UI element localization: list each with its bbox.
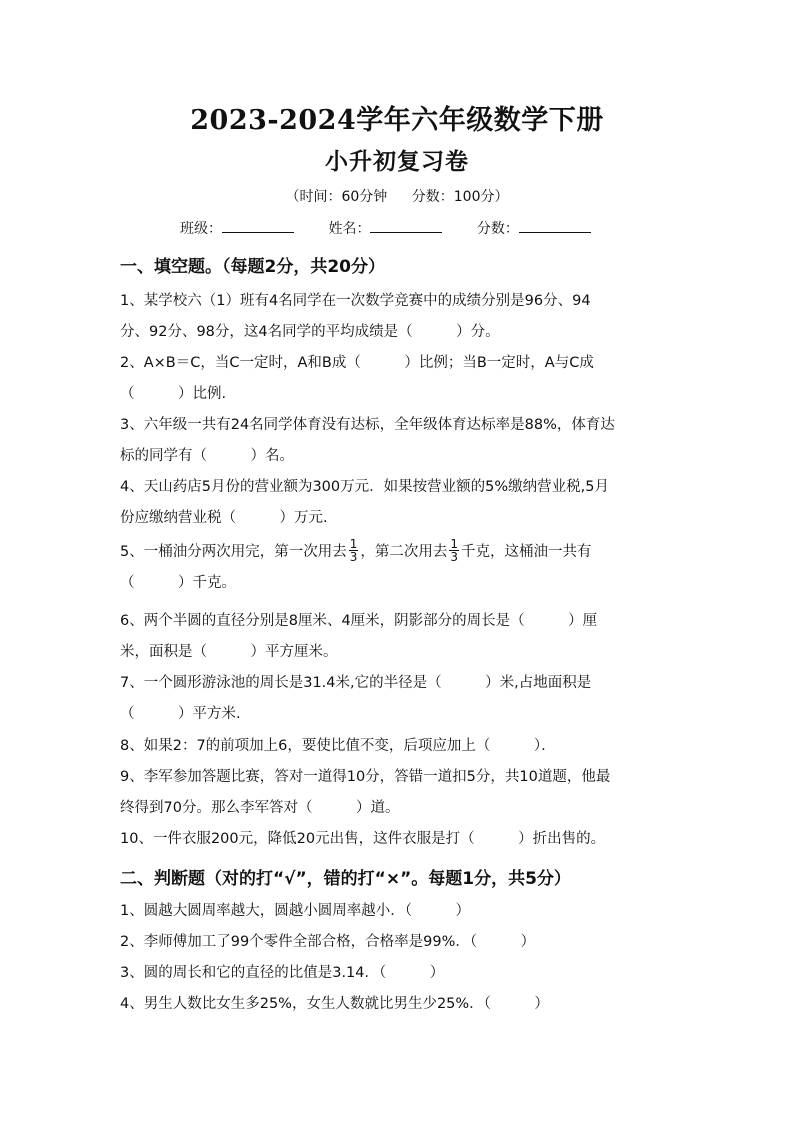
name-field[interactable]: [328, 218, 442, 238]
question-1-8: 8、如果2：7的前项加上6，要使比值不变，后项应加上（ ）．: [120, 738, 556, 754]
name-label: 姓名：: [328, 221, 371, 237]
question-2-3: 3、圆的周长和它的直径的比值是3.14．（ ）: [120, 965, 445, 981]
score-info: 分数：100分）: [411, 189, 509, 205]
question-1-1: 1、某学校六（1）班有4名同学在一次数学竞赛中的成绩分别是96分、94 分、92分、98分，这4名同学的平均成绩是（ ）分。: [120, 293, 591, 340]
score-blank[interactable]: [519, 220, 591, 233]
class-blank[interactable]: [222, 220, 294, 233]
question-1-3: 3、六年级一共有24名同学体育没有达标，全年级体育达标率是88%，体育达 标的同学有（ ）名。: [120, 417, 615, 464]
question-1-2: 2、A×B＝C，当C一定时，A和B成（ ）比例；当B一定时，A与C成 （ ）比例.: [120, 355, 594, 402]
time-score-line: [0, 186, 794, 206]
fraction-one-third: $\frac{1}{3}$: [450, 536, 459, 564]
section-1-heading: 一、填空题。（每题2分，共20分）: [120, 257, 385, 277]
question-1-9: 9、李军参加答题比赛，答对一道得10分，答错一道扣5分，共10道题，他最 终得到70分。那么李军答对（ ）道。: [120, 769, 611, 816]
fraction-one-third: $\frac{1}{3}$: [349, 536, 358, 564]
question-1-7: 7、一个圆形游泳池的周长是31.4米,它的半径是（ ）米,占地面积是 （ ）平方米.: [120, 675, 592, 722]
time-info: （时间：60分钟: [285, 189, 388, 205]
score-label: 分数：: [476, 221, 519, 237]
question-1-4: 4、天山药店5月份的营业额为300万元．如果按营业额的5%缴纳营业税,5月 份应缴纳营业税（ ）万元.: [120, 479, 609, 526]
exam-title: 2023-2024学年六年级数学下册: [190, 105, 604, 136]
question-1-10: 10、一件衣服200元，降低20元出售，这件衣服是打（ ）折出售的。: [120, 831, 606, 847]
question-2-1: 1、圆越大圆周率越大，圆越小圆周率越小．（ ）: [120, 903, 470, 919]
exam-subtitle: 小升初复习卷: [325, 148, 469, 175]
score-field[interactable]: [477, 218, 591, 238]
class-label: 班级：: [180, 221, 222, 237]
class-field[interactable]: [180, 218, 294, 238]
question-2-4: 4、男生人数比女生多25%，女生人数就比男生少25%．（ ）: [120, 996, 549, 1012]
question-1-6: 6、两个半圆的直径分别是8厘米、4厘米，阴影部分的周长是（ ）厘 米，面积是（ ）平方厘米。: [120, 613, 598, 660]
student-info-line: [180, 218, 621, 238]
section-2-heading: 二、判断题（对的打“√”，错的打“×”。每题1分，共5分）: [120, 869, 571, 889]
question-2-2: 2、李师傅加工了99个零件全部合格，合格率是99%．（ ）: [120, 934, 536, 950]
question-1-5: 5、一桶油分两次用完，第一次用去 $\frac{1}{3}$ ，第二次用去 $\frac{1}{3}$ 千克，这桶油一共有 （ ）千克。: [120, 536, 592, 591]
name-blank[interactable]: [370, 220, 442, 233]
